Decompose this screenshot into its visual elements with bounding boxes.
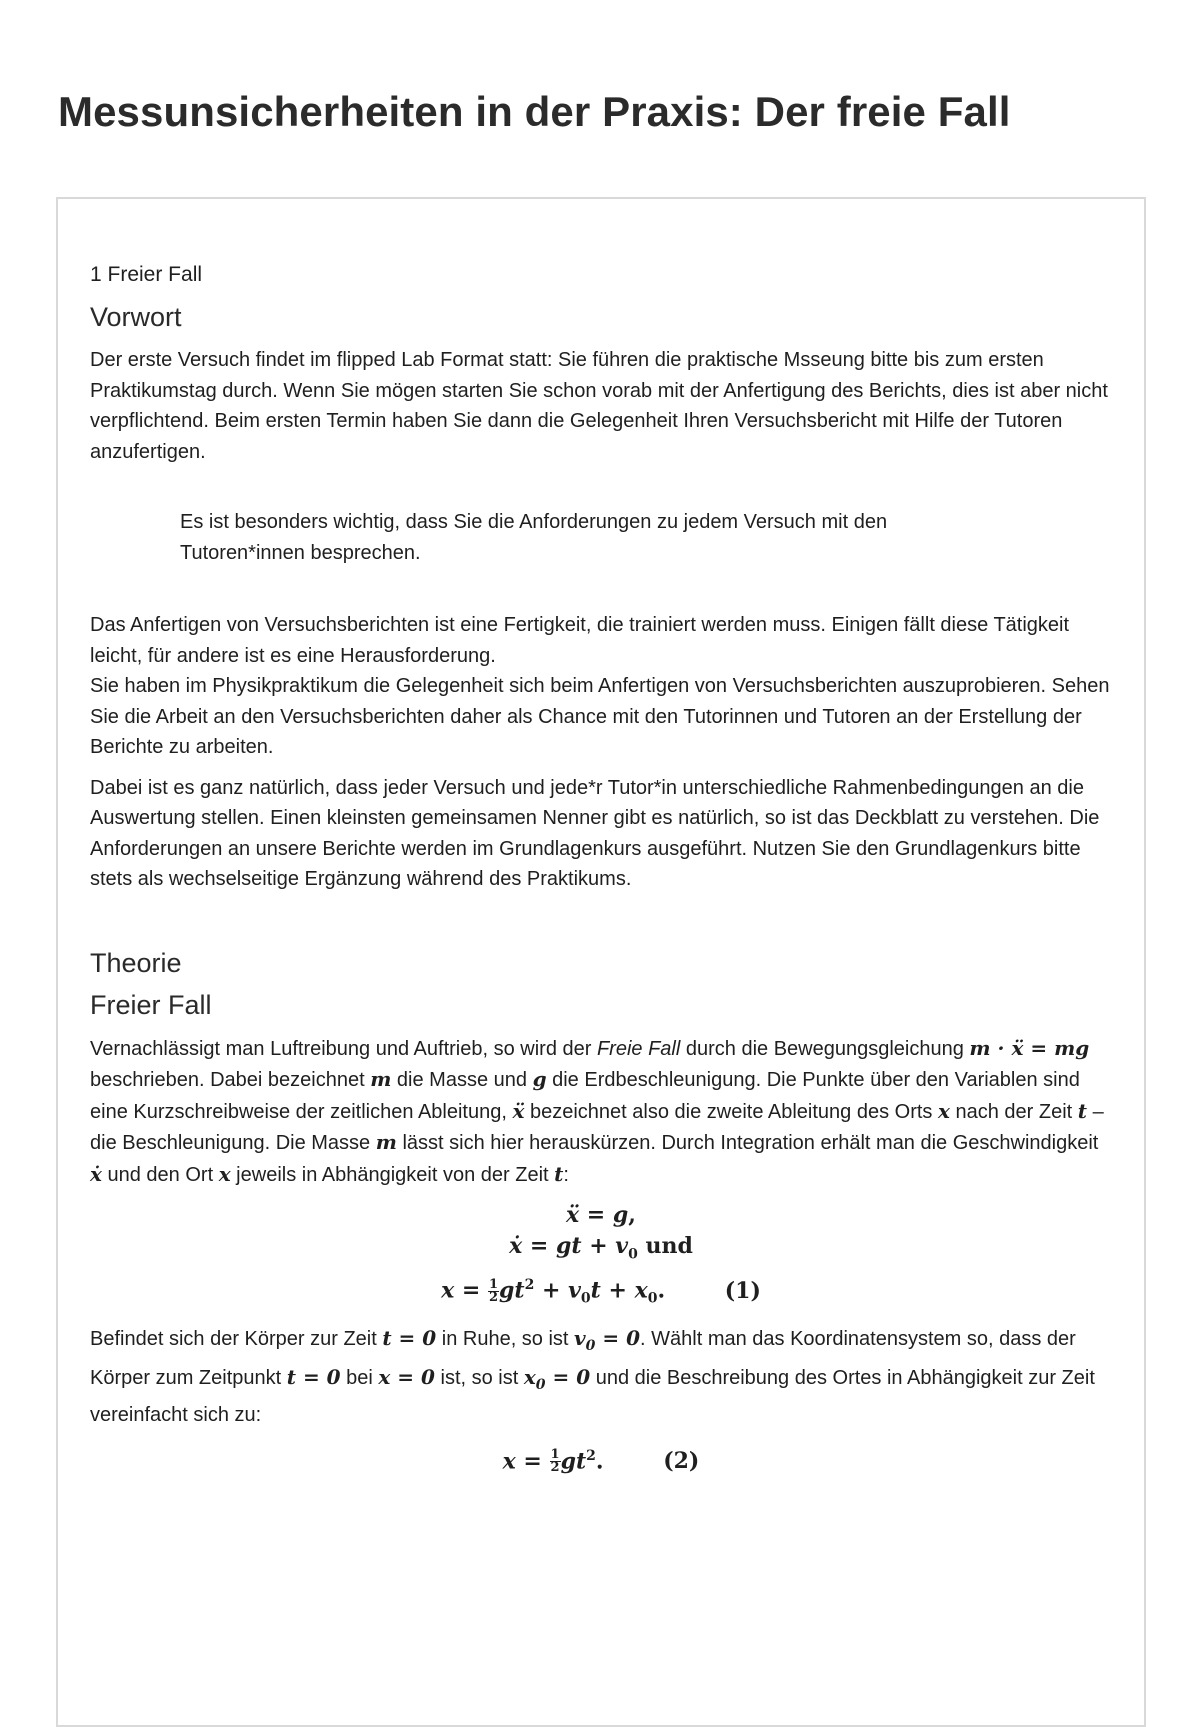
freier-fall-paragraph-2: Befindet sich der Körper zur Zeit t = 0 in Ruhe, so ist $v_0 = 0$. Wählt man das Koordinatensystem so, dass der Körper zum Zeitpunkt t = 0 bei x = 0 ist, so ist $x_0 = 0$ und die Beschreibung des Ortes in Abhängigkeit zur Zeit vereinfacht sich zu:	[90, 1326, 1095, 1427]
math-x: x	[937, 1098, 950, 1123]
math-x-equals-0: x = 0	[378, 1364, 435, 1389]
equation-1-block	[90, 1200, 1112, 1315]
freier-fall-heading: Freier Fall	[90, 989, 212, 1020]
math-g: g	[532, 1067, 547, 1091]
math-t-equals-0-2: t = 0	[286, 1364, 341, 1389]
vorwort-paragraph-3: Dabei ist es ganz natürlich, dass jeder Versuch und jede*r Tutor*in unterschiedliche Rahmenbedingungen an die Auswertung stellen. Einen kleinsten gemeinsamen Nenner gibt es natürlich, so ist das Deckblatt zu verstehen. Die Anforderungen an unsere Berichte werden im Grundlagenkurs ausgeführt. Nutzen Sie den Grundlagenkurs bitte stets als wechselseitige Ergänzung während des Praktikums.	[90, 776, 1100, 890]
math-v0-equals-0: $v_0 = 0$	[574, 1326, 641, 1355]
equation-1-line-3: x = $\frac{1}{2}$ $gt^2 + v_0t + x_0$. (1)	[441, 1277, 761, 1308]
math-x-dot: ẋ	[90, 1161, 102, 1186]
math-equation-of-motion: m · ẍ = mg	[969, 1035, 1090, 1060]
math-x0-equals-0: $x_0 = 0$	[523, 1364, 591, 1393]
vorwort-paragraph-2b: Sie haben im Physikpraktikum die Gelegenheit sich beim Anfertigen von Versuchsberichten auszuprobieren. Sehen Sie die Arbeit an den Versuchsberichten daher als Chance mit den Tutorinnen und Tutoren an der Erstellung der Berichte zu arbeiten.	[90, 675, 1110, 758]
freier-fall-paragraph-1: Vernachlässigt man Luftreibung und Auftrieb, so wird der Freie Fall durch die Bewegungsgleichung m · ẍ = mg beschrieben. Dabei bezeichnet m die Masse und g die Erdbeschleunigung. Die Punkte über den Variablen sind eine Kurzschreibweise der zeitlichen Ableitung, ẍ bezeichnet also die zweite Ableitung des Orts x nach der Zeit t – die Beschleunigung. Die Masse m lässt sich hier herauskürzen. Durch Integration erhält man die Geschwindigkeit ẋ und den Ort x jeweils in Abhängigkeit von der Zeit t:	[90, 1035, 1104, 1186]
emphasis-freier-fall: Freie Fall	[596, 1037, 681, 1060]
vorwort-paragraph-1: Der erste Versuch findet im flipped Lab Format statt: Sie führen die praktische Msseung bitte bis zum ersten Praktikumstag durch. Wenn Sie mögen starten Sie schon vorab mit der Anfertigung des Berichts, dies ist aber nicht verpflichtend. Beim ersten Termin haben Sie dann die Gelegenheit Ihren Versuchsbericht mit Hilfe der Tutoren anzufertigen.	[90, 349, 1108, 463]
vorwort-heading: Vorwort	[90, 302, 182, 332]
section-number-label: 1 Freier Fall	[90, 263, 203, 286]
equation-2-number: (2)	[663, 1447, 700, 1474]
math-t-2: t	[554, 1161, 564, 1186]
vorwort-paragraph-2a: Das Anfertigen von Versuchsberichten ist eine Fertigkeit, die trainiert werden muss. Einigen fällt diese Tätigkeit leicht, für andere ist es eine Herausforderung.	[90, 614, 1070, 667]
equation-1-line-1: ẍ = g,	[566, 1202, 636, 1228]
math-m: m	[370, 1067, 392, 1091]
math-m-2: m	[375, 1130, 397, 1154]
math-t: t	[1077, 1098, 1088, 1123]
math-x-double-dot: ẍ	[512, 1098, 525, 1123]
content-body	[90, 261, 1112, 1485]
equation-2-line: x = $\frac{1}{2}$ $gt^2$. (2)	[502, 1447, 700, 1476]
equation-1-number: (1)	[724, 1277, 761, 1304]
section-spacer	[90, 905, 1112, 945]
equation-1-line-2: ẋ = gt + $v_0$ und	[509, 1233, 693, 1263]
theorie-heading: Theorie	[90, 947, 182, 978]
math-t-equals-0: t = 0	[382, 1326, 437, 1351]
content-panel	[56, 197, 1146, 1727]
page-title: Messunsicherheiten in der Praxis: Der freie Fall	[58, 88, 1011, 135]
important-note-quote: Es ist besonders wichtig, dass Sie die Anforderungen zu jedem Versuch mit den Tutoren*innen besprechen.	[180, 511, 888, 564]
math-x-2: x	[218, 1161, 231, 1186]
equation-2-block	[90, 1441, 1112, 1477]
